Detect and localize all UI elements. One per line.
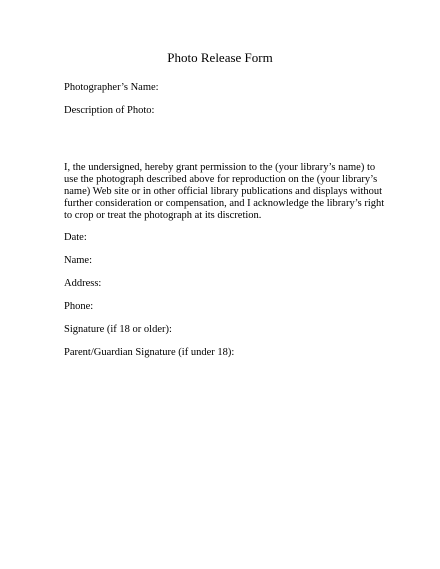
paragraph-line: I, the undersigned, hereby grant permission to the (your library’s name) to <box>64 162 376 173</box>
address-label: Address: <box>64 278 102 289</box>
release-paragraph <box>64 162 384 222</box>
date-label: Date: <box>64 232 87 243</box>
paragraph-line: further consideration or compensation, and I acknowledge the library’s right <box>64 198 385 209</box>
guardian-signature-label: Parent/Guardian Signature (if under 18): <box>64 347 235 358</box>
paragraph-line: name) Web site or in other official library publications and displays without <box>64 186 383 197</box>
photo-description-label: Description of Photo: <box>64 105 155 116</box>
photographer-name-label: Photographer’s Name: <box>64 82 159 93</box>
name-label: Name: <box>64 255 92 266</box>
paragraph-line: to crop or treat the photograph at its discretion. <box>64 210 262 221</box>
paragraph-line: use the photograph described above for reproduction on the (your library’s <box>64 174 378 185</box>
signature-label: Signature (if 18 or older): <box>64 324 172 335</box>
phone-label: Phone: <box>64 301 94 312</box>
document-title: Photo Release Form <box>167 50 273 65</box>
